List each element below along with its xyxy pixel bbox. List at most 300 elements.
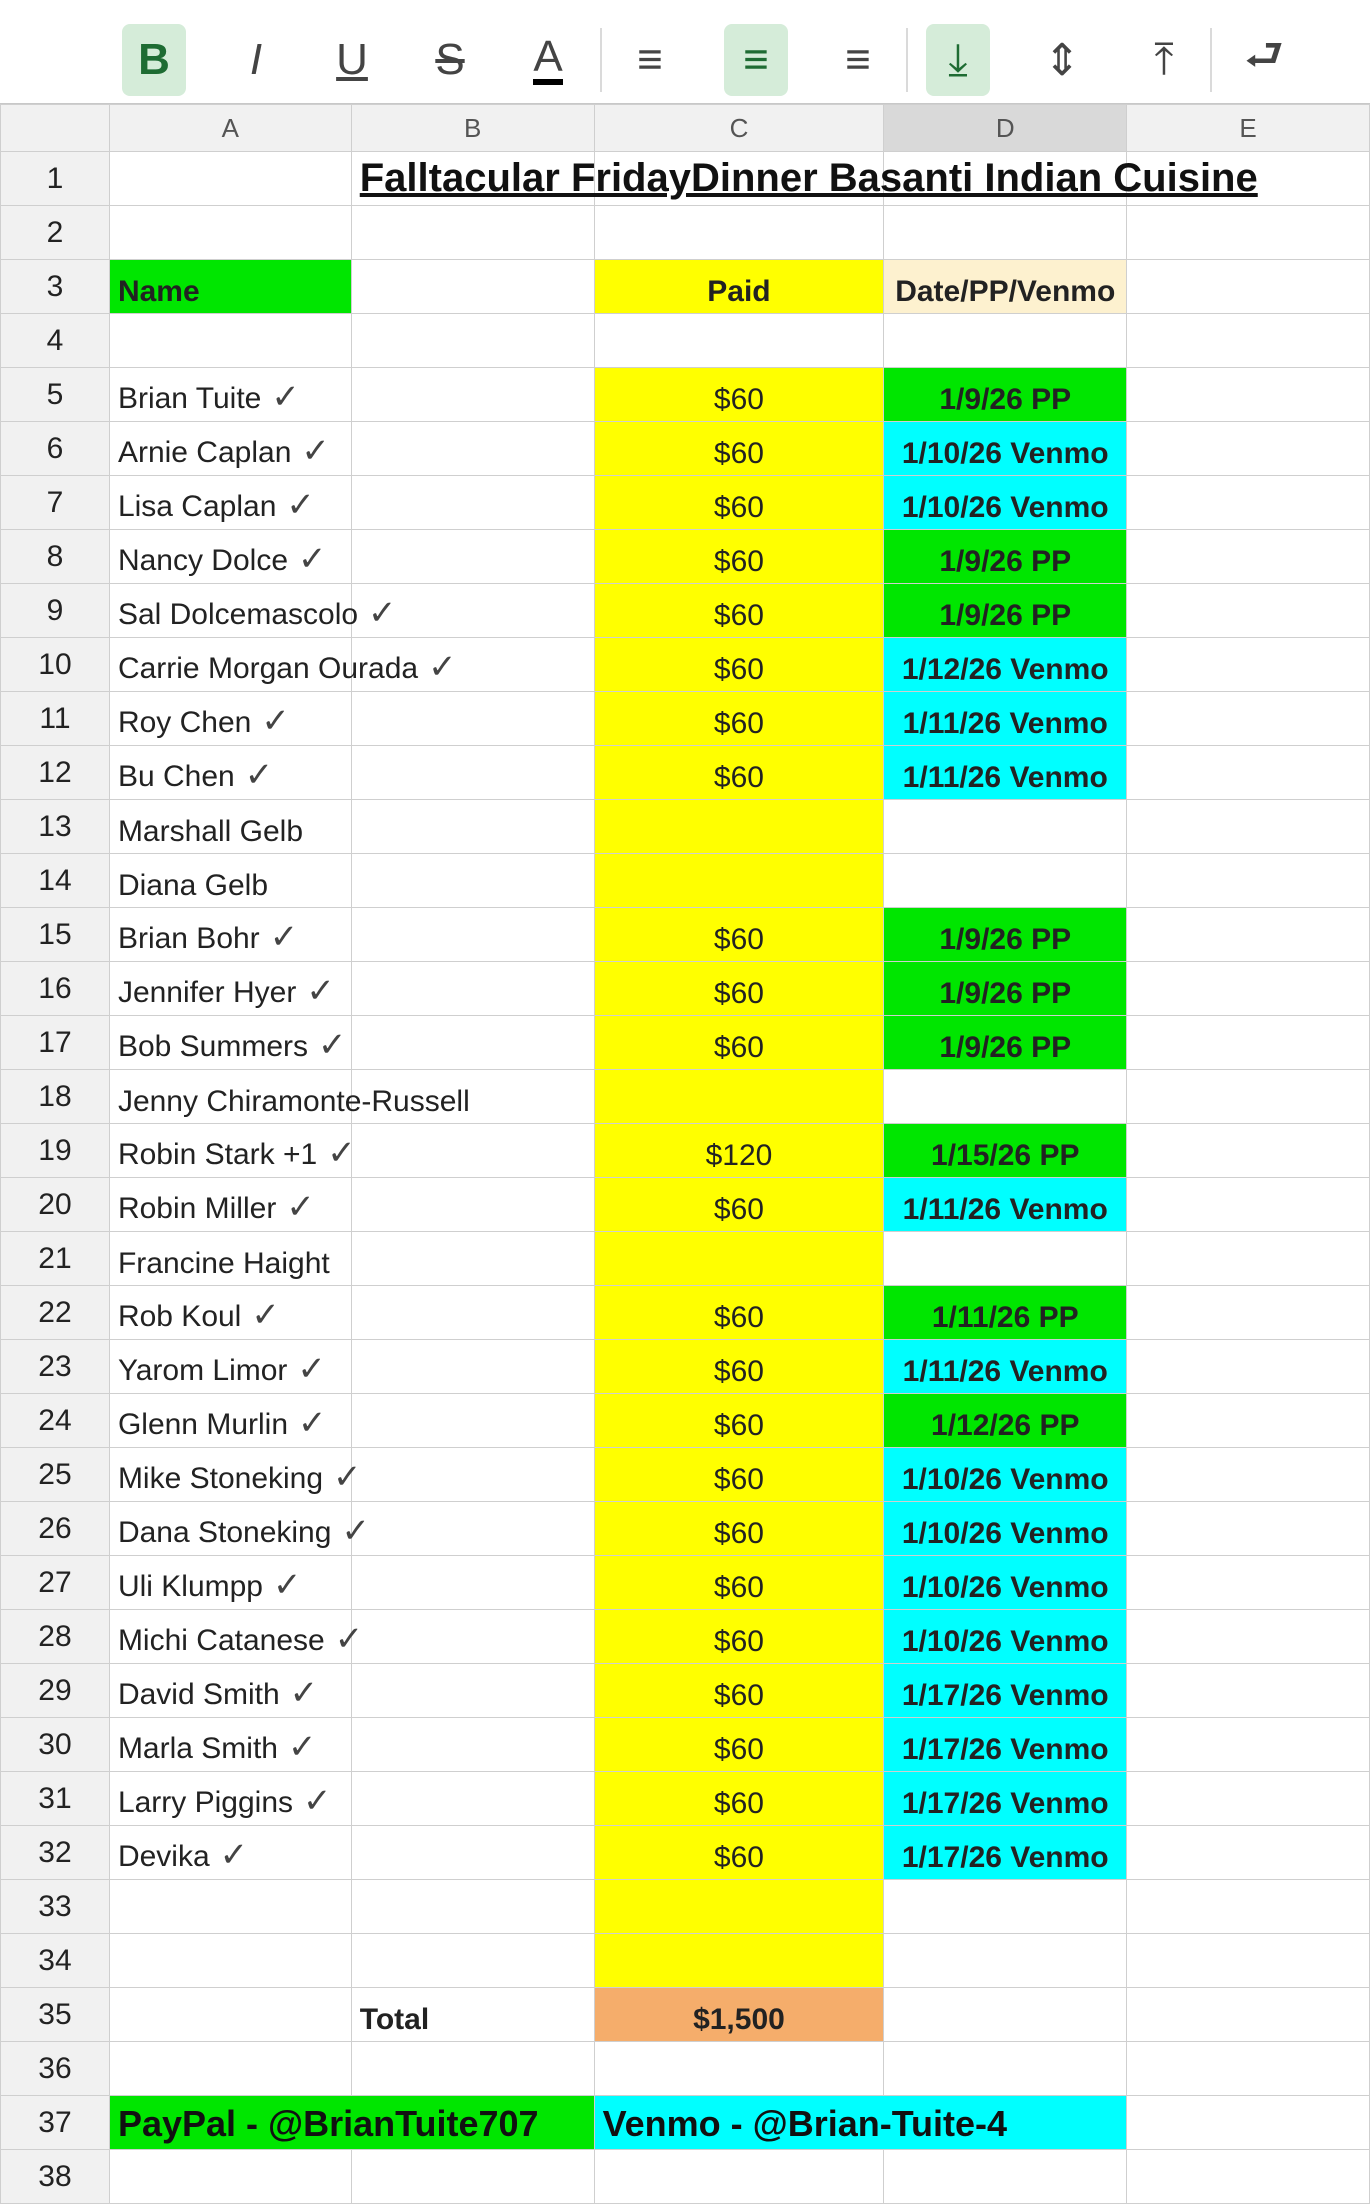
payment-date: 1/11/26 Venmo bbox=[902, 1193, 1108, 1226]
cell[interactable] bbox=[351, 1016, 594, 1070]
paid-cell[interactable] bbox=[594, 1556, 884, 1610]
align-center-button[interactable] bbox=[724, 24, 788, 96]
row-header[interactable]: 12 bbox=[1, 746, 110, 800]
total-value-cell[interactable] bbox=[594, 1988, 884, 2042]
paid-cell[interactable] bbox=[594, 746, 884, 800]
name-cell[interactable] bbox=[109, 1124, 356, 1178]
paid-cell[interactable] bbox=[594, 1610, 884, 1664]
payment-date-cell[interactable] bbox=[884, 692, 1127, 746]
cell[interactable] bbox=[351, 1124, 594, 1178]
paid-cell[interactable] bbox=[594, 1232, 884, 1286]
paid-amount: $60 bbox=[713, 1787, 764, 1820]
payment-date-cell[interactable] bbox=[884, 1772, 1127, 1826]
payment-date: 1/11/26 Venmo bbox=[902, 1355, 1108, 1388]
cell[interactable] bbox=[351, 1664, 594, 1718]
payment-date-cell[interactable] bbox=[884, 584, 1127, 638]
bold-button[interactable] bbox=[122, 24, 186, 96]
cell[interactable] bbox=[1127, 260, 1370, 314]
paid-cell[interactable] bbox=[594, 476, 884, 530]
text-color-button[interactable] bbox=[516, 24, 580, 96]
cell[interactable] bbox=[1127, 1556, 1370, 1610]
cell[interactable] bbox=[1127, 854, 1370, 908]
payment-date-cell[interactable] bbox=[884, 1232, 1127, 1286]
cell[interactable] bbox=[1127, 800, 1370, 854]
cell[interactable] bbox=[1127, 2096, 1370, 2150]
payment-date: 1/9/26 PP bbox=[939, 977, 1072, 1010]
paid-cell[interactable] bbox=[594, 422, 884, 476]
paid-cell[interactable] bbox=[594, 908, 884, 962]
attendee-name bbox=[118, 869, 268, 903]
paid-amount: $60 bbox=[713, 923, 764, 956]
cell[interactable] bbox=[594, 314, 884, 368]
payment-date-cell[interactable] bbox=[884, 638, 1127, 692]
cell[interactable] bbox=[884, 1988, 1127, 2042]
cell[interactable] bbox=[1127, 1232, 1370, 1286]
row-header[interactable]: 17 bbox=[1, 1016, 110, 1070]
valign-top-button[interactable] bbox=[1132, 24, 1196, 96]
payment-date-cell[interactable] bbox=[884, 1664, 1127, 1718]
attendee-name bbox=[118, 1403, 327, 1443]
cell[interactable] bbox=[351, 422, 594, 476]
payment-date-cell[interactable] bbox=[884, 530, 1127, 584]
select-all-corner[interactable] bbox=[1, 105, 110, 152]
cell[interactable] bbox=[351, 152, 1258, 206]
paid-cell[interactable] bbox=[594, 1124, 884, 1178]
name-cell[interactable] bbox=[109, 1556, 351, 1610]
cell[interactable] bbox=[109, 152, 351, 206]
payment-date-cell[interactable] bbox=[884, 1502, 1127, 1556]
cell[interactable] bbox=[351, 962, 594, 1016]
valign-middle-button[interactable] bbox=[1030, 24, 1094, 96]
paid-cell[interactable] bbox=[594, 854, 884, 908]
cell[interactable] bbox=[1127, 422, 1370, 476]
row-header[interactable]: 37 bbox=[1, 2096, 110, 2150]
row-header[interactable]: 18 bbox=[1, 1070, 110, 1124]
checkmark-icon: ✓ bbox=[286, 486, 315, 524]
table-row bbox=[1, 368, 1370, 422]
name-cell[interactable] bbox=[109, 1772, 351, 1826]
table-row bbox=[1, 1664, 1370, 1718]
cell[interactable] bbox=[594, 2042, 884, 2096]
cell[interactable] bbox=[1127, 1502, 1370, 1556]
payment-date-cell[interactable] bbox=[884, 1394, 1127, 1448]
strikethrough-button[interactable] bbox=[418, 24, 482, 96]
paid-amount: $60 bbox=[713, 1193, 764, 1226]
bold-icon: B bbox=[138, 35, 170, 84]
paid-cell[interactable] bbox=[594, 584, 884, 638]
cell[interactable] bbox=[351, 1232, 594, 1286]
underline-button[interactable] bbox=[320, 24, 384, 96]
payment-date: 1/9/26 PP bbox=[939, 545, 1072, 578]
row-header[interactable]: 11 bbox=[1, 692, 110, 746]
paid-header-cell[interactable] bbox=[594, 260, 884, 314]
name-cell[interactable] bbox=[109, 1232, 351, 1286]
name-cell[interactable] bbox=[109, 1340, 351, 1394]
name-cell[interactable] bbox=[109, 422, 351, 476]
valign-middle-icon: ⇕ bbox=[1043, 35, 1081, 85]
sheet-title: Falltacular FridayDinner Basanti Indian Cuisine bbox=[359, 156, 1258, 200]
row-header[interactable]: 26 bbox=[1, 1502, 110, 1556]
attendee-name bbox=[118, 377, 300, 417]
cell[interactable] bbox=[1127, 368, 1370, 422]
align-right-button[interactable] bbox=[826, 24, 890, 96]
cell[interactable] bbox=[1127, 2150, 1370, 2204]
row-header[interactable]: 4 bbox=[1, 314, 110, 368]
name-cell[interactable] bbox=[109, 1718, 351, 1772]
cell[interactable] bbox=[351, 800, 594, 854]
cell[interactable] bbox=[1127, 1340, 1370, 1394]
cell[interactable] bbox=[1127, 1826, 1370, 1880]
column-header-d[interactable]: D bbox=[884, 105, 1127, 152]
cell[interactable] bbox=[594, 206, 884, 260]
attendee-name bbox=[118, 1835, 248, 1875]
attendee-name-text: Dana Stoneking bbox=[117, 1516, 332, 1549]
cell[interactable] bbox=[351, 2042, 594, 2096]
date-header-cell[interactable] bbox=[884, 260, 1127, 314]
table-row bbox=[1, 746, 1370, 800]
cell[interactable] bbox=[1127, 1286, 1370, 1340]
cell[interactable] bbox=[1127, 692, 1370, 746]
paid-cell[interactable] bbox=[594, 530, 884, 584]
row-header[interactable]: 34 bbox=[1, 1934, 110, 1988]
row-header[interactable]: 31 bbox=[1, 1772, 110, 1826]
venmo-cell[interactable] bbox=[594, 2096, 1127, 2150]
payment-date: 1/10/26 Venmo bbox=[901, 1571, 1109, 1604]
name-cell[interactable] bbox=[109, 1502, 370, 1556]
italic-button[interactable] bbox=[224, 24, 288, 96]
name-cell[interactable] bbox=[109, 854, 351, 908]
paid-cell[interactable] bbox=[594, 692, 884, 746]
table-row bbox=[1, 1232, 1370, 1286]
name-cell[interactable] bbox=[109, 1448, 362, 1502]
attendee-name-text: Brian Bohr bbox=[117, 922, 260, 955]
payment-date-cell[interactable] bbox=[884, 1556, 1127, 1610]
payment-date-cell[interactable] bbox=[884, 962, 1127, 1016]
table-row bbox=[1, 1448, 1370, 1502]
paid-amount: $60 bbox=[713, 437, 764, 470]
cell[interactable] bbox=[351, 1718, 594, 1772]
attendee-name-text: Marshall Gelb bbox=[117, 815, 304, 848]
attendee-name bbox=[118, 647, 457, 687]
cell[interactable] bbox=[1127, 1772, 1370, 1826]
name-cell[interactable] bbox=[109, 962, 351, 1016]
payment-date-cell[interactable] bbox=[884, 1718, 1127, 1772]
table-row bbox=[1, 1502, 1370, 1556]
total-value: $1,500 bbox=[693, 2003, 785, 2036]
cell[interactable] bbox=[1127, 1610, 1370, 1664]
row-header[interactable]: 5 bbox=[1, 368, 110, 422]
cell[interactable] bbox=[351, 368, 594, 422]
checkmark-icon: ✓ bbox=[271, 378, 300, 416]
column-header-a[interactable]: A bbox=[109, 105, 351, 152]
attendee-name bbox=[118, 1085, 470, 1119]
cell[interactable] bbox=[1127, 1718, 1370, 1772]
cell[interactable] bbox=[594, 1934, 884, 1988]
payment-date-cell[interactable] bbox=[884, 1178, 1127, 1232]
column-header-e[interactable]: E bbox=[1127, 105, 1370, 152]
name-header-cell[interactable] bbox=[109, 260, 351, 314]
name-cell[interactable] bbox=[109, 584, 397, 638]
checkmark-icon: ✓ bbox=[297, 1350, 326, 1388]
cell[interactable] bbox=[351, 692, 594, 746]
cell[interactable] bbox=[109, 314, 351, 368]
paid-cell[interactable] bbox=[594, 1664, 884, 1718]
row-header[interactable]: 36 bbox=[1, 2042, 110, 2096]
checkmark-icon: ✓ bbox=[269, 918, 299, 956]
attendee-name bbox=[118, 539, 327, 579]
attendee-name bbox=[118, 1349, 326, 1389]
cell[interactable] bbox=[351, 1556, 594, 1610]
payment-date: 1/17/26 Venmo bbox=[901, 1841, 1109, 1874]
total-label-cell[interactable] bbox=[351, 1988, 594, 2042]
cell[interactable] bbox=[351, 530, 594, 584]
name-cell[interactable] bbox=[109, 368, 351, 422]
cell[interactable] bbox=[351, 1880, 594, 1934]
cell[interactable] bbox=[351, 1448, 594, 1502]
row-header[interactable]: 20 bbox=[1, 1178, 110, 1232]
row-header[interactable]: 15 bbox=[1, 908, 110, 962]
name-cell[interactable] bbox=[109, 476, 351, 530]
payment-info-row bbox=[1, 2096, 1370, 2150]
payment-date-cell[interactable] bbox=[884, 908, 1127, 962]
paid-cell[interactable] bbox=[594, 962, 884, 1016]
cell[interactable] bbox=[351, 1178, 594, 1232]
row-header[interactable]: 29 bbox=[1, 1664, 110, 1718]
name-cell[interactable] bbox=[109, 1826, 351, 1880]
name-cell[interactable] bbox=[109, 908, 351, 962]
cell[interactable] bbox=[1127, 314, 1370, 368]
row-header[interactable]: 7 bbox=[1, 476, 110, 530]
cell[interactable] bbox=[884, 206, 1127, 260]
cell[interactable] bbox=[109, 206, 351, 260]
row-header[interactable]: 30 bbox=[1, 1718, 110, 1772]
table-row bbox=[1, 1340, 1370, 1394]
cell[interactable] bbox=[884, 2042, 1127, 2096]
cell[interactable] bbox=[351, 1502, 594, 1556]
row-header[interactable]: 3 bbox=[1, 260, 110, 314]
name-cell[interactable] bbox=[109, 1394, 351, 1448]
cell[interactable] bbox=[884, 2150, 1127, 2204]
paid-amount: $60 bbox=[713, 545, 764, 578]
row-header[interactable]: 16 bbox=[1, 962, 110, 1016]
checkmark-icon: ✓ bbox=[261, 702, 290, 740]
cell[interactable] bbox=[1127, 1988, 1370, 2042]
row-header[interactable]: 10 bbox=[1, 638, 110, 692]
payment-date-cell[interactable] bbox=[884, 1610, 1127, 1664]
payment-date-cell[interactable] bbox=[884, 1070, 1127, 1124]
align-left-button[interactable] bbox=[618, 24, 682, 96]
row-header[interactable]: 9 bbox=[1, 584, 110, 638]
paid-amount: $60 bbox=[713, 1733, 764, 1766]
cell[interactable] bbox=[1127, 1070, 1370, 1124]
row-header[interactable]: 19 bbox=[1, 1124, 110, 1178]
payment-date-cell[interactable] bbox=[884, 1286, 1127, 1340]
cell[interactable] bbox=[351, 1772, 594, 1826]
attendee-name-text: Bu Chen bbox=[117, 760, 235, 793]
cell[interactable] bbox=[351, 476, 594, 530]
payment-date-cell[interactable] bbox=[884, 1826, 1127, 1880]
paid-cell[interactable] bbox=[594, 1394, 884, 1448]
row-header[interactable]: 32 bbox=[1, 1826, 110, 1880]
name-cell[interactable] bbox=[109, 638, 457, 692]
name-cell[interactable] bbox=[109, 692, 351, 746]
row-header[interactable]: 24 bbox=[1, 1394, 110, 1448]
cell[interactable] bbox=[351, 260, 594, 314]
cell[interactable] bbox=[1127, 476, 1370, 530]
paypal-cell[interactable] bbox=[109, 2096, 594, 2150]
paid-cell[interactable] bbox=[594, 1178, 884, 1232]
cell[interactable] bbox=[351, 206, 594, 260]
row-header[interactable]: 33 bbox=[1, 1880, 110, 1934]
cell[interactable] bbox=[351, 908, 594, 962]
cell[interactable] bbox=[594, 1880, 884, 1934]
payment-date-cell[interactable] bbox=[884, 800, 1127, 854]
payment-date-cell[interactable] bbox=[884, 854, 1127, 908]
paid-cell[interactable] bbox=[594, 1718, 884, 1772]
paid-cell[interactable] bbox=[594, 1286, 884, 1340]
attendee-name-text: Roy Chen bbox=[117, 706, 252, 739]
toolbar-separator bbox=[600, 28, 602, 92]
row-header[interactable]: 28 bbox=[1, 1610, 110, 1664]
paid-cell[interactable] bbox=[594, 800, 884, 854]
cell[interactable] bbox=[884, 1934, 1127, 1988]
name-cell[interactable] bbox=[109, 530, 351, 584]
cell[interactable] bbox=[1127, 1934, 1370, 1988]
cell[interactable] bbox=[351, 1826, 594, 1880]
cell[interactable] bbox=[351, 1340, 594, 1394]
cell[interactable] bbox=[1127, 746, 1370, 800]
cell[interactable] bbox=[1127, 2042, 1370, 2096]
row-header[interactable]: 22 bbox=[1, 1286, 110, 1340]
row-header[interactable]: 38 bbox=[1, 2150, 110, 2204]
paid-cell[interactable] bbox=[594, 1016, 884, 1070]
name-cell[interactable] bbox=[109, 800, 351, 854]
cell[interactable] bbox=[351, 1394, 594, 1448]
row-header[interactable]: 35 bbox=[1, 1988, 110, 2042]
payment-date-cell[interactable] bbox=[884, 1340, 1127, 1394]
cell[interactable] bbox=[109, 2150, 351, 2204]
row-header[interactable]: 1 bbox=[1, 152, 110, 206]
payment-date: 1/15/26 PP bbox=[931, 1139, 1080, 1172]
cell[interactable] bbox=[351, 1610, 594, 1664]
cell[interactable] bbox=[109, 2042, 351, 2096]
cell[interactable] bbox=[1127, 530, 1370, 584]
cell[interactable] bbox=[1127, 1178, 1370, 1232]
row-header[interactable]: 27 bbox=[1, 1556, 110, 1610]
row-header[interactable]: 23 bbox=[1, 1340, 110, 1394]
valign-bottom-button[interactable] bbox=[926, 24, 990, 96]
cell[interactable] bbox=[109, 1934, 351, 1988]
name-cell[interactable] bbox=[109, 1286, 351, 1340]
paid-cell[interactable] bbox=[594, 368, 884, 422]
cell[interactable] bbox=[594, 2150, 884, 2204]
payment-date-cell[interactable] bbox=[884, 422, 1127, 476]
row-header[interactable]: 21 bbox=[1, 1232, 110, 1286]
cell[interactable] bbox=[1127, 1664, 1370, 1718]
paid-cell[interactable] bbox=[594, 1448, 884, 1502]
cell[interactable] bbox=[884, 314, 1127, 368]
row-34 bbox=[1, 1934, 1370, 1988]
table-row bbox=[1, 476, 1370, 530]
cell[interactable] bbox=[109, 1988, 351, 2042]
cell[interactable] bbox=[1127, 638, 1370, 692]
payment-date-cell[interactable] bbox=[884, 746, 1127, 800]
cell[interactable] bbox=[1127, 1880, 1370, 1934]
cell[interactable] bbox=[351, 2150, 594, 2204]
payment-date-cell[interactable] bbox=[884, 368, 1127, 422]
row-header[interactable]: 13 bbox=[1, 800, 110, 854]
payment-date: 1/9/26 PP bbox=[939, 599, 1072, 632]
cell[interactable] bbox=[351, 1934, 594, 1988]
checkmark-icon: ✓ bbox=[368, 594, 397, 632]
row-header[interactable]: 14 bbox=[1, 854, 110, 908]
paid-cell[interactable] bbox=[594, 1826, 884, 1880]
paid-amount: $60 bbox=[713, 1031, 764, 1064]
cell[interactable] bbox=[1127, 1394, 1370, 1448]
total-label: Total bbox=[359, 2003, 430, 2036]
cell[interactable] bbox=[1127, 1016, 1370, 1070]
payment-date-cell[interactable] bbox=[884, 1016, 1127, 1070]
cell[interactable] bbox=[351, 746, 594, 800]
cell[interactable] bbox=[109, 1880, 351, 1934]
payment-date-cell[interactable] bbox=[884, 1448, 1127, 1502]
wrap-text-button[interactable] bbox=[1232, 24, 1296, 96]
checkmark-icon: ✓ bbox=[306, 972, 335, 1010]
cell[interactable] bbox=[1127, 1448, 1370, 1502]
cell[interactable] bbox=[351, 1286, 594, 1340]
cell[interactable] bbox=[1127, 962, 1370, 1016]
checkmark-icon: ✓ bbox=[273, 1566, 302, 1604]
row-header[interactable]: 6 bbox=[1, 422, 110, 476]
row-header[interactable]: 2 bbox=[1, 206, 110, 260]
column-header-c[interactable]: C bbox=[594, 105, 884, 152]
cell[interactable] bbox=[1127, 1124, 1370, 1178]
checkmark-icon: ✓ bbox=[334, 1620, 364, 1658]
row-3 bbox=[1, 260, 1370, 314]
attendee-name-text: Mike Stoneking bbox=[117, 1462, 324, 1495]
cell[interactable] bbox=[1127, 584, 1370, 638]
row-header[interactable]: 25 bbox=[1, 1448, 110, 1502]
name-cell[interactable] bbox=[109, 1610, 364, 1664]
paid-cell[interactable] bbox=[594, 1070, 884, 1124]
attendee-name-text: Arnie Caplan bbox=[117, 436, 292, 469]
payment-date: 1/10/26 Venmo bbox=[901, 1517, 1109, 1550]
name-cell[interactable] bbox=[109, 1070, 470, 1124]
paid-cell[interactable] bbox=[594, 1772, 884, 1826]
payment-date-cell[interactable] bbox=[884, 476, 1127, 530]
cell[interactable] bbox=[884, 1880, 1127, 1934]
paid-cell[interactable] bbox=[594, 1340, 884, 1394]
cell[interactable] bbox=[351, 854, 594, 908]
row-header[interactable]: 8 bbox=[1, 530, 110, 584]
paid-cell[interactable] bbox=[594, 1502, 884, 1556]
name-cell[interactable] bbox=[109, 746, 351, 800]
column-header-b[interactable]: B bbox=[351, 105, 594, 152]
attendee-name-text: Jenny Chiramonte-Russell bbox=[117, 1085, 470, 1118]
name-cell[interactable] bbox=[109, 1016, 351, 1070]
cell[interactable] bbox=[1127, 908, 1370, 962]
paid-amount: $60 bbox=[713, 1571, 764, 1604]
cell[interactable] bbox=[351, 314, 594, 368]
attendee-name-text: Uli Klumpp bbox=[117, 1570, 263, 1603]
attendee-name bbox=[118, 971, 335, 1011]
paid-cell[interactable] bbox=[594, 638, 884, 692]
attendee-name-text: Yarom Limor bbox=[117, 1354, 288, 1387]
payment-date-cell[interactable] bbox=[884, 1124, 1127, 1178]
name-cell[interactable] bbox=[109, 1178, 351, 1232]
name-cell[interactable] bbox=[109, 1664, 351, 1718]
cell[interactable] bbox=[1127, 206, 1370, 260]
